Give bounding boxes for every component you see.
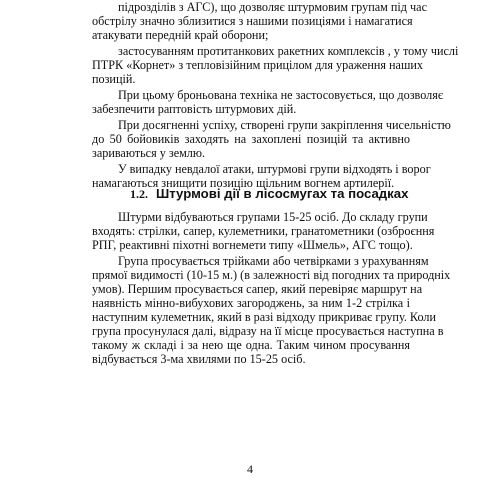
- text-line: зариваються у землю.: [92, 146, 206, 160]
- text-line: наявність мінно-вибухових загороджень, за ним 1-2 стрілка і: [92, 296, 410, 310]
- text-line: позицій.: [92, 72, 136, 86]
- text-line: атакувати передній край оборони;: [92, 28, 269, 42]
- page-number: 4: [247, 462, 253, 476]
- section-title: Штурмові дії в лісосмугах та посадках: [156, 186, 409, 201]
- text-line: підрозділів з АГС), що дозволяє штурмовим групам під час: [118, 0, 427, 14]
- text-line: умов). Першим просувається сапер, який перевіряє маршрут на: [92, 282, 423, 296]
- text-line: При досягненні успіху, створені групи закріплення чисельністю: [118, 118, 451, 132]
- text-line: відбувається 3-ма хвилями по 15-25 осіб.: [92, 352, 306, 366]
- text-line: забезпечити раптовість штурмових дій.: [92, 102, 297, 116]
- text-line: У випадку невдалої атаки, штурмові групи відходять і ворог: [118, 162, 431, 176]
- text-line: до 50 бойовиків заходять на захоплені позицій та активно: [92, 132, 410, 146]
- text-line: група просунулася далі, відразу на її місце просувається наступна в: [92, 324, 444, 338]
- text-line: Група просувається трійками або четвірками з урахуванням: [118, 254, 429, 268]
- section-number: 1.2.: [130, 187, 148, 201]
- text-line: прямої видимості (10-15 м.) (в залежності від погодних та природніх: [92, 268, 451, 282]
- text-line: обстрілу значно зблизитися з нашими позиціями і намагатися: [92, 14, 413, 28]
- text-line: намагаються знищити позицію щільним вогнем артилерії.: [92, 176, 395, 190]
- text-line: наступним кулеметник, який в разі відходу прикриває групу. Коли: [92, 310, 436, 324]
- text-line: входять: стрілки, сапер, кулеметники, гранатометники (озброєння: [92, 224, 435, 238]
- text-line: При цьому броньована техніка не застосовується, що дозволяє: [118, 88, 444, 102]
- text-line: ПТРК «Корнет» з тепловізійним прицілом для ураження наших: [92, 58, 423, 72]
- text-line: такому ж складі і за нею ще одна. Таким чином просування: [92, 338, 410, 352]
- text-line: застосуванням протитанкових ракетних комплексів , у тому числі: [118, 44, 459, 58]
- text-line: Штурми відбуваються групами 15-25 осіб. До складу групи: [118, 210, 428, 224]
- section-heading: [130, 186, 430, 202]
- text-line: РПГ, реактивні піхотні вогнемети типу «Шмель», АГС тощо).: [92, 238, 413, 252]
